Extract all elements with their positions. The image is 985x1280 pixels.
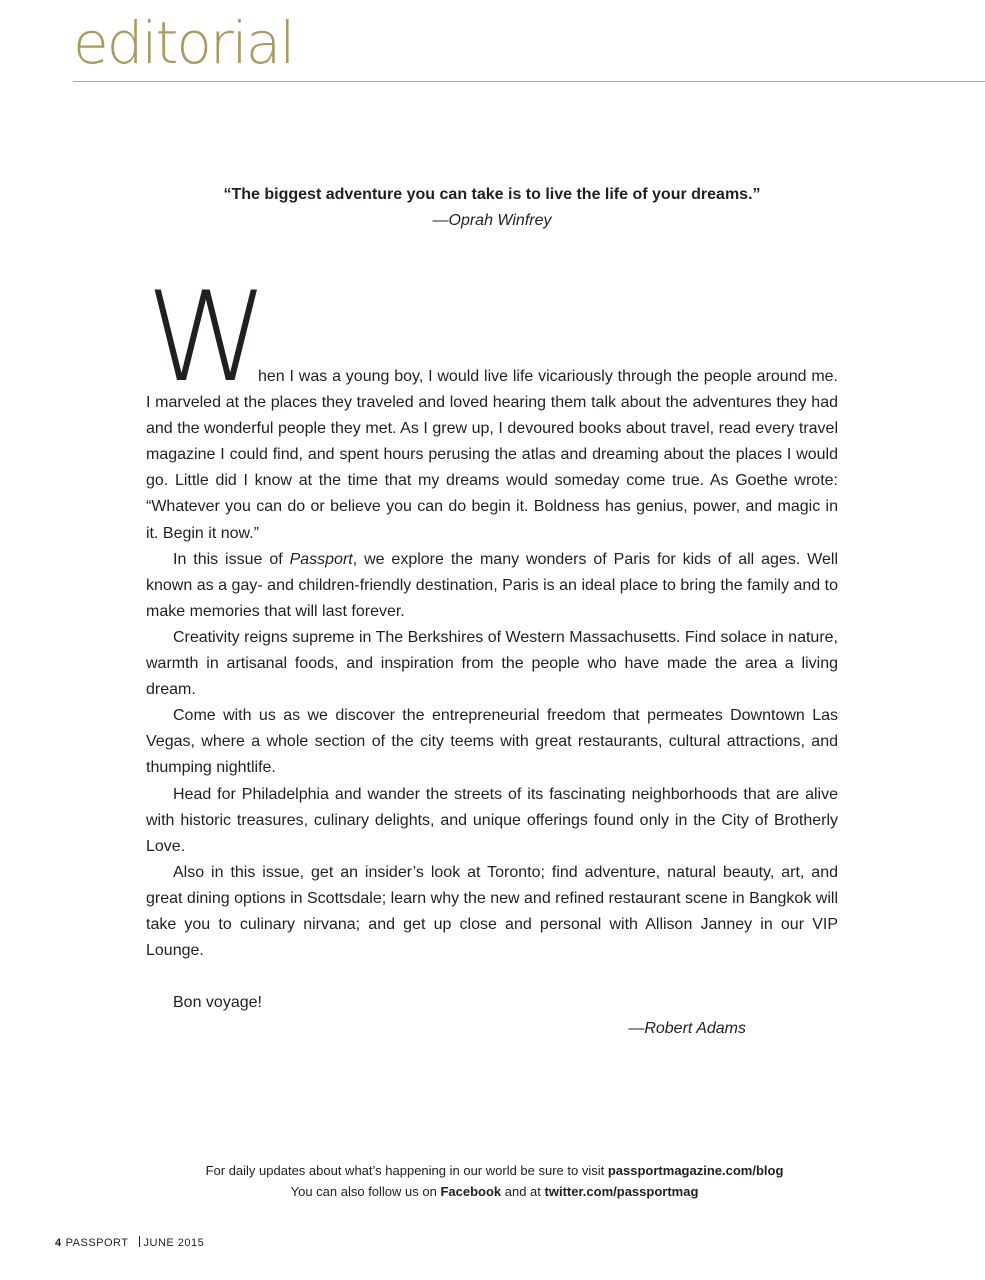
title-divider xyxy=(73,81,985,82)
twitter-link[interactable]: twitter.com/passportmag xyxy=(544,1184,699,1199)
paragraph-2-text-end: , we explore the many wonders of Paris for kids of all ages. Well known as a gay- and children-friendly destination, Paris is an ideal place to bring the family and to make memories that will last forever. xyxy=(146,550,838,620)
article-paragraph-6: Also in this issue, get an insider’s look at Toronto; find adventure, natural beauty, art, and great dining options in Scottsdale; learn why the new and refined restaurant scene in Bangkok will take you to culinary nirvana; and get up close and personal with Allison Janney in our VIP Lounge. xyxy=(146,863,838,960)
article-paragraph-1 xyxy=(146,266,838,547)
paragraph-1-text: hen I was a young boy, I would live life vicariously through the people around me. I marveled at the places they traveled and loved hearing them talk about the adventures they had and the wonderful people they met. As I grew up, I devoured books about travel, read every travel magazine I could find, and spent hours perusing the atlas and dreaming about the places I would go. Little did I know at the time that my dreams would someday come true. As Goethe wrote: “Whatever you can do or believe you can do begin it. Boldness has genius, power, and magic in it. Begin it now.” xyxy=(146,368,838,542)
article-paragraph-2 xyxy=(146,547,838,625)
editorial-article xyxy=(146,266,838,1042)
epigraph xyxy=(146,182,838,234)
drop-cap: W xyxy=(146,266,269,410)
page-number: 4 xyxy=(55,1237,62,1249)
footer-social-and: and at xyxy=(501,1184,545,1199)
epigraph-attribution: —Oprah Winfrey xyxy=(432,212,552,229)
page-folio xyxy=(55,1236,204,1249)
footer-line-social xyxy=(0,1181,985,1202)
article-paragraph-5: Head for Philadelphia and wander the streets of its fascinating neighborhoods that are alive with historic treasures, culinary delights, and unique offerings found only in the City of Brotherly Love. xyxy=(146,785,838,855)
article-paragraph-3: Creativity reigns supreme in The Berkshires of Western Massachusetts. Find solace in nature, warmth in artisanal foods, and inspiration from the people who have made the area a living dream. xyxy=(146,628,838,699)
footer-social-text: You can also follow us on xyxy=(290,1184,441,1199)
folio-separator xyxy=(139,1236,140,1247)
blog-link[interactable]: passportmagazine.com/blog xyxy=(607,1163,784,1178)
author-signature: —Robert Adams xyxy=(628,1020,746,1038)
footer-blog-text: For daily updates about what’s happening in our world be sure to visit xyxy=(205,1163,608,1178)
signoff: Bon voyage! xyxy=(173,994,262,1012)
facebook-link[interactable]: Facebook xyxy=(440,1184,502,1199)
article-paragraph-4: Come with us as we discover the entrepreneurial freedom that permeates Downtown Las Vegas, where a whole section of the city teems with great restaurants, cultural attractions, and thumping nightlife. xyxy=(146,707,838,777)
magazine-name: Passport xyxy=(289,550,353,568)
paragraph-2-text-start: In this issue of xyxy=(173,550,290,568)
issue-date: JUNE 2015 xyxy=(143,1237,205,1249)
footer-note xyxy=(0,1160,985,1202)
footer-line-blog xyxy=(0,1160,985,1181)
epigraph-quote: “The biggest adventure you can take is to live the life of your dreams.” xyxy=(223,186,761,203)
magazine-name-folio: PASSPORT xyxy=(65,1237,129,1249)
section-title: editorial xyxy=(73,9,294,77)
